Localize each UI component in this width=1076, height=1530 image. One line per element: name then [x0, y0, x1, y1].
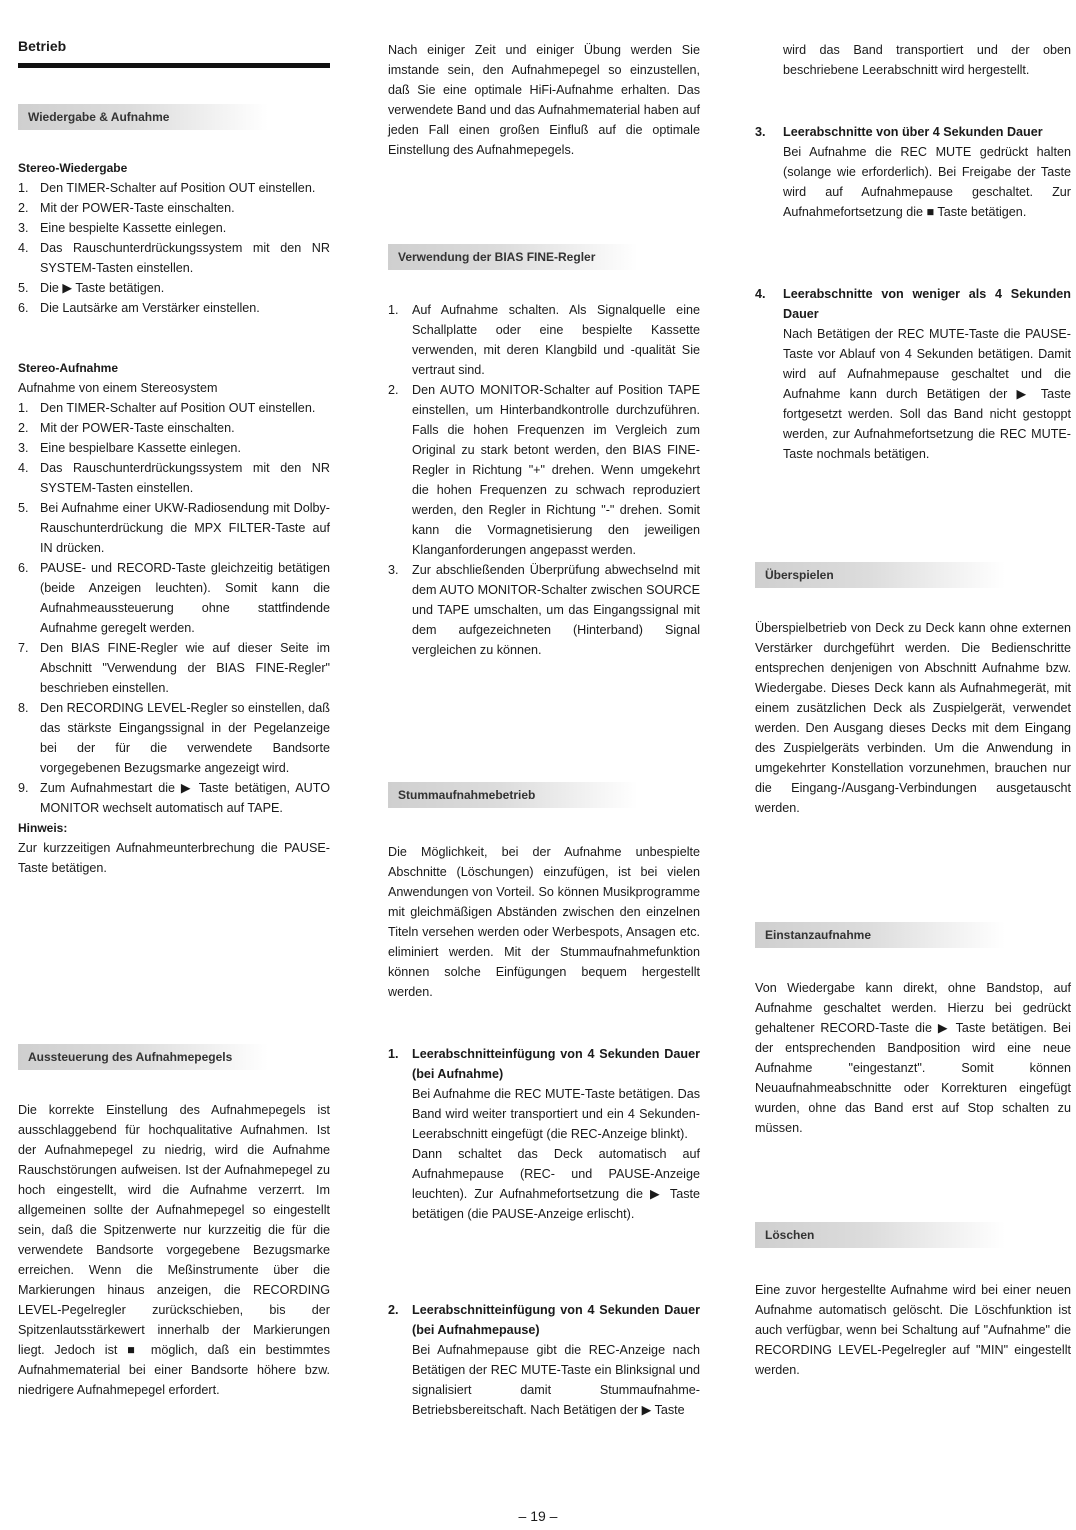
list-item: 1. Auf Aufnahme schalten. Als Signalquelle eine Schallplatte oder eine bespielte Kassette verwenden, mit deren Klangbild und -qualität Sie vertraut sind. — [388, 303, 700, 377]
section-banner-recording-level: Aussteuerung des Aufnahmepegels — [18, 1044, 268, 1070]
section-banner-erase: Löschen — [755, 1222, 1005, 1248]
list-item: 2. Mit der POWER-Taste einschalten. — [18, 421, 235, 435]
list-item: 5. Die ▶ Taste betätigen. — [18, 281, 165, 295]
recording-level-text: Die korrekte Einstellung des Aufnahmepegels ist ausschlaggebend für hochqualitative Aufnahmen. Ist der Aufnahmepegel zu niedrig, wird die Aufnahme Rauschstörungen aufweisen. Ist der Aufnahmepegel zu hoch eingestellt, wird die Aufnahme verzerrt. Im allgemeinen sollte der Aufnahmepegel so eingestellt sein, daß die Spitzenwerte nur kurzzeitig die für die verwendete Bandsorte vorgegebene Bezugsmarke erreichen. Wenn die Meßinstrumente über die Markierungen hinaus anzeigen, die RECORDING LEVEL-Pegelregler zurückschieben, bis der Spitzenlautsstärkewert innerhalb der Markierungen liegt. Jedoch ist ■ möglich, daß ein bestimmtes Aufnahmematerial bei einer Bandsorte höhere bzw. niedrigere Aufnahmepegel erfordert. — [18, 1103, 330, 1397]
title-rule — [18, 63, 330, 68]
item-title: Leerabschnitteinfügung von 4 Sekunden Dauer (bei Aufnahme) — [412, 1047, 700, 1081]
mute-recording-text: Die Möglichkeit, bei der Aufnahme unbespielte Abschnitte (Löschungen) einzufügen, ist bei vielen Anwendungen von Vorteil. So können Musikprogramme mit gleichmäßigen Abständen zwischen den einzelnen Titeln versehen werden oder Werbespots, Ansagen etc. eliminiert werden. Mit der Stummaufnahmefunktion können solche Einfügungen bequem hergestellt werden. — [388, 845, 700, 999]
stereo-playback-title: Stereo-Wiedergabe — [18, 161, 128, 175]
list-item: 9. Zum Aufnahmestart die ▶ Taste betätigen, AUTO MONITOR wechselt automatisch auf TAPE. — [18, 781, 330, 815]
punch-banner-wrap — [755, 922, 1071, 948]
list-item: 3. Eine bespielbare Kassette einlegen. — [18, 441, 241, 455]
list-item: 6. Die Lautsärke am Verstärker einstellen. — [18, 301, 260, 315]
item-title: Leerabschnitte von weniger als 4 Sekunden Dauer — [783, 287, 1071, 321]
list-item: 3. Leerabschnitte von über 4 Sekunden Dauer Bei Aufnahme die REC MUTE gedrückt halten (solange wie erforderlich). Bei Freigabe der Taste wird auf Aufnahmepause geschaltet. Zur Aufnahmefortsetzung die ■ Taste betätigen. — [755, 122, 1071, 222]
list-item: 3. Zur abschließenden Überprüfung abwechselnd mit dem AUTO MONITOR-Schalter zwischen SOURCE und TAPE umschalten, um das Eingangssignal mit dem aufgezeichneten (Hinterband) Signal vergleichen zu können. — [388, 563, 700, 657]
list-item: 2. Mit der POWER-Taste einschalten. — [18, 201, 235, 215]
continuation-text: wird das Band transportiert und der oben beschriebene Leerabschnitt wird hergestellt. — [783, 43, 1071, 77]
section-banner-playback-recording: Wiedergabe & Aufnahme — [18, 104, 268, 130]
punch-in-section — [755, 978, 1071, 1138]
list-item: 4. Leerabschnitte von weniger als 4 Sekunden Dauer Nach Betätigen der REC MUTE-Taste die PAUSE-Taste vor Ablauf von 4 Sekunden betätigen. Damit wird auf Aufnahmepause geschaltet und die Aufnahme kann durch Betätigen der ▶ Taste fortgesetzt werden. Soll das Band nicht gestoppt werden, zur Aufnahmefortsetzung die REC MUTE-Taste nochmals betätigen. — [755, 284, 1071, 464]
bias-steps — [388, 300, 700, 660]
stereo-recording-title: Stereo-Aufnahme — [18, 361, 119, 375]
column-1 — [18, 104, 330, 130]
item-title: Leerabschnitte von über 4 Sekunden Dauer — [783, 125, 1043, 139]
dubbing-text: Überspielbetrieb von Deck zu Deck kann ohne externen Verstärker durchgeführt werden. Die Bedienschritte entsprechen denjenigen von Abschnitt Aufnahme bzw. Wiedergabe. Dieses Deck kann als Aufnahmegerät, mit einem zusätzlichen Deck als Zuspielgerät, verwendet werden. Den Ausgang dieses Decks mit dem Eingang des Zuspielgeräts verbinden. Um die Anwendung in umgekehrter Konstellation vorzunehmen, brauchen nur die Eingang-/Ausgang-Verbindungen ausgetauscht werden. — [755, 621, 1071, 815]
playback-steps — [18, 178, 330, 318]
list-item: 2. Leerabschnitteinfügung von 4 Sekunden Dauer (bei Aufnahmepause) Bei Aufnahmepause gibt die REC-Anzeige nach Betätigen der REC MUTE-Taste ein Blinksignal und signalisiert damit Stummaufnahme-Betriebsbereitschaft. Nach Betätigen der ▶ Taste — [388, 1300, 700, 1420]
section-banner-punch-in: Einstanzaufnahme — [755, 922, 1005, 948]
column-2-intro — [388, 40, 700, 160]
list-item: 7. Den BIAS FINE-Regler wie auf dieser Seite im Abschnitt "Verwendung der BIAS FINE-Regler" beschrieben einstellen. — [18, 641, 330, 695]
mute-items-continued — [755, 122, 1071, 222]
page-title: Betrieb — [18, 38, 67, 54]
recording-steps — [18, 398, 330, 818]
stereo-recording-intro: Aufnahme von einem Stereosystem — [18, 381, 218, 395]
intro-text: Nach einiger Zeit und einiger Übung werden Sie imstande sein, den Aufnahmepegel so einzustellen, daß Sie eine optimale HiFi-Aufnahme erhalten. Das verwendete Band und das Aufnahmematerial haben auf jeden Fall einen großen Einfluß auf die optimale Einstellung des Aufnahmepegels. — [388, 43, 700, 157]
dub-banner-wrap — [755, 562, 1071, 588]
erase-text: Eine zuvor hergestellte Aufnahme wird bei einer neuen Aufnahme automatisch gelöscht. Die Löschfunktion ist auch verfügbar, wenn bei Schaltung auf "Aufnahme" die RECORDING LEVEL-Pegelregler auf "MIN" eingestellt werden. — [755, 1283, 1071, 1377]
mute-items-section — [388, 1044, 700, 1224]
list-item: 2. Den AUTO MONITOR-Schalter auf Position TAPE einstellen, um Hinterbandkontrolle durchzuführen. Falls die hohen Frequenzen im Vergleich zum Original zu stark betont werden, den BIAS FINE-Regler in Richtung "+" drehen. Wenn umgekehrt die hohen Frequenzen zu schwach reproduziert werden, den Regler in Richtung "-" drehen. Somit kann die Vormagnetisierung den jeweiligen Klanganforderungen angepasst werden. — [388, 383, 700, 557]
list-item: 6. PAUSE- und RECORD-Taste gleichzeitig betätigen (beide Anzeigen leuchten). Somit kann die Aufnahmeaussteuerung ohne stattfindende Aufnahme geregelt werden. — [18, 561, 330, 635]
bias-banner-wrap — [388, 244, 700, 270]
dubbing-section — [755, 618, 1071, 818]
list-item: 1. Leerabschnitteinfügung von 4 Sekunden Dauer (bei Aufnahme) Bei Aufnahme die REC MUTE-Taste betätigen. Das Band wird weiter transportiert und ein 4 Sekunden-Leerabschnitt eingefügt (die REC-Anzeige blinkt). Dann schaltet das Deck automatisch auf Aufnahmepause (REC- und PAUSE-Anzeige leuchten). Zur Aufnahmefortsetzung die ▶ Taste betätigen (die PAUSE-Anzeige erlischt). — [388, 1044, 700, 1224]
list-item: 5. Bei Aufnahme einer UKW-Radiosendung mit Dolby-Rauschunterdrückung die MPX FILTER-Taste auf IN drücken. — [18, 501, 330, 555]
punch-in-text: Von Wiedergabe kann direkt, ohne Bandstop, auf Aufnahme geschaltet werden. Hierzu bei gedrückt gehaltener RECORD-Taste die ▶ Taste betätigen. Bei der entsprechenden Bandposition wird eine neue Aufnahme "eingestanzt". Somit können Neuaufnahmeabschnitte oder Korrekturen eingefügt wurden, ohne das Band erst auf Stop schalten zu müssen. — [755, 981, 1071, 1135]
section-banner-dubbing: Überspielen — [755, 562, 1005, 588]
mute-banner-wrap — [388, 782, 700, 808]
item-title: Leerabschnitteinfügung von 4 Sekunden Dauer (bei Aufnahmepause) — [412, 1303, 700, 1337]
note-text: Zur kurzzeitigen Aufnahmeunterbrechung die PAUSE-Taste betätigen. — [18, 841, 330, 875]
note-title: Hinweis: — [18, 821, 68, 835]
mute-steps-2 — [388, 1300, 700, 1420]
list-item: 4. Das Rauschunterdrückungssystem mit den NR SYSTEM-Tasten einstellen. — [18, 241, 330, 275]
list-item: 1. Den TIMER-Schalter auf Position OUT einstellen. — [18, 181, 316, 195]
section-banner-bias-fine: Verwendung der BIAS FINE-Regler — [388, 244, 638, 270]
mute-items-continued-2 — [755, 284, 1071, 464]
mute-items-section-2 — [388, 1300, 700, 1420]
level-banner-wrap — [18, 1044, 330, 1070]
bias-fine-section — [388, 300, 700, 660]
stereo-recording-section — [18, 358, 330, 878]
mute-steps-4 — [755, 284, 1071, 464]
stereo-playback-section — [18, 158, 330, 318]
list-item: 1. Den TIMER-Schalter auf Position OUT einstellen. — [18, 401, 316, 415]
list-item: 8. Den RECORDING LEVEL-Regler so einstellen, daß das stärkste Eingangssignal in der Pegelanzeige bei der für die verwendete Bandsorte vorgegebenen Bezugsmarke angezeigt wird. — [18, 701, 330, 775]
erase-section — [755, 1280, 1071, 1380]
erase-banner-wrap — [755, 1222, 1071, 1248]
list-item: 3. Eine bespielte Kassette einlegen. — [18, 221, 227, 235]
list-item: 4. Das Rauschunterdrückungssystem mit den NR SYSTEM-Tasten einstellen. — [18, 461, 330, 495]
section-banner-mute-recording: Stummaufnahmebetrieb — [388, 782, 638, 808]
mute-recording-section — [388, 842, 700, 1002]
mute-steps-3-4 — [755, 122, 1071, 222]
page-number: – 19 – — [518, 1508, 558, 1524]
recording-level-section — [18, 1100, 330, 1400]
column-3-continuation — [755, 40, 1071, 80]
mute-steps — [388, 1044, 700, 1224]
